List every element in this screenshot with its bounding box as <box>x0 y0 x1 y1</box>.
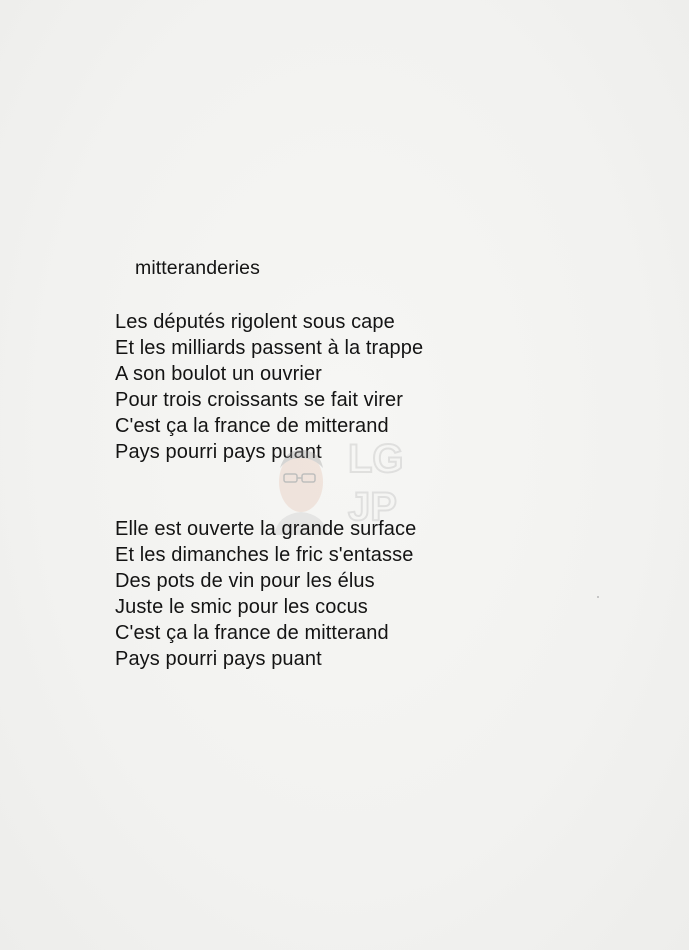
poem-line: C'est ça la france de mitterand <box>115 622 389 644</box>
poem-title: mitteranderies <box>135 257 260 279</box>
poem-line: Pays pourri pays puant <box>115 648 322 670</box>
svg-text:JP: JP <box>348 485 397 529</box>
poem-line: Et les milliards passent à la trappe <box>115 337 424 359</box>
poem-line: Pays pourri pays puant <box>115 441 322 463</box>
poem-line: Les députés rigolent sous cape <box>115 311 395 333</box>
poem-line: Des pots de vin pour les élus <box>115 570 375 592</box>
poem-line: C'est ça la france de mitterand <box>115 415 389 437</box>
poem-line: Et les dimanches le fric s'entasse <box>115 544 414 566</box>
poem-line: Pour trois croissants se fait virer <box>115 389 404 411</box>
poem-line: Juste le smic pour les cocus <box>115 596 368 618</box>
paper-speck <box>597 596 599 598</box>
poem-line: A son boulot un ouvrier <box>115 363 322 385</box>
poem-line: Elle est ouverte la grande surface <box>115 518 417 540</box>
poem-stanza-2 <box>115 516 416 672</box>
poem-stanza-1 <box>115 309 423 465</box>
svg-text:LG: LG <box>348 437 404 481</box>
